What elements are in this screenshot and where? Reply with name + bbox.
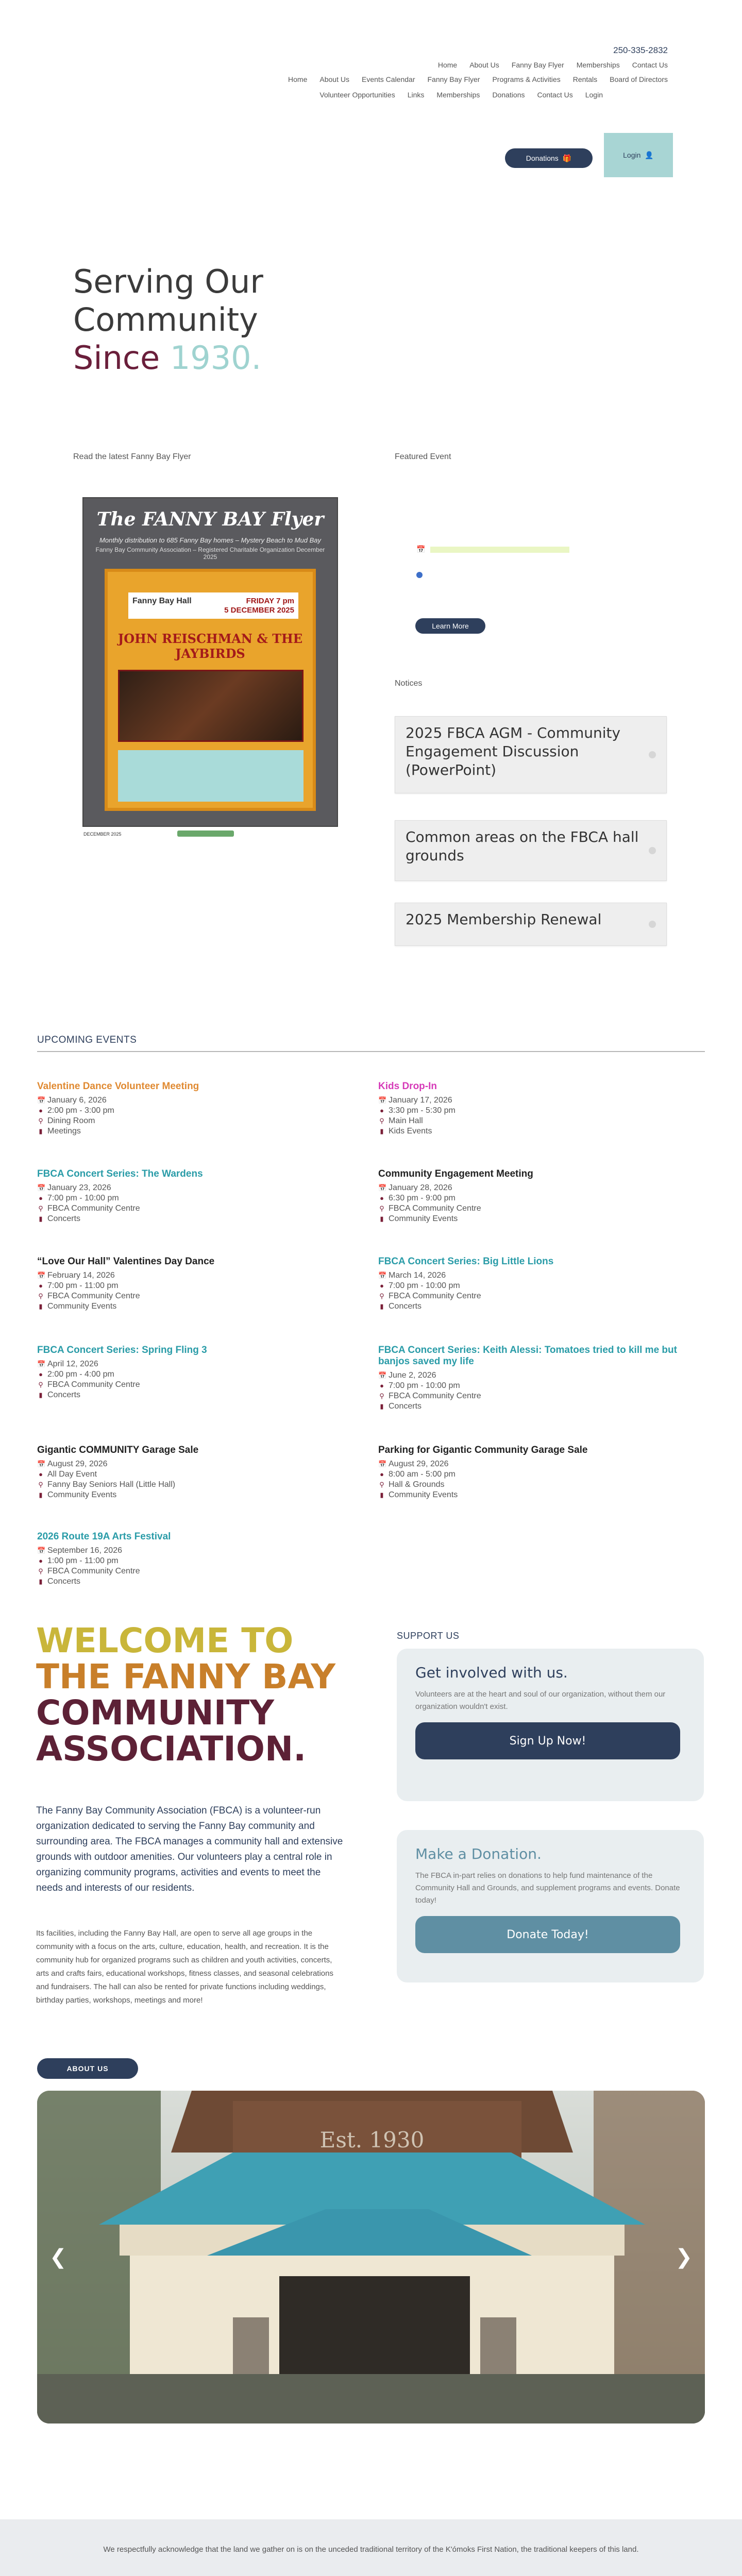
get-involved-text: Volunteers are at the heart and soul of our organization, without them our organization wouldn't exist. bbox=[415, 1690, 666, 1711]
welcome-line-2: THE FANNY BAY bbox=[36, 1657, 336, 1697]
calendar-icon: 📅 bbox=[416, 545, 426, 553]
event-item bbox=[378, 1081, 698, 1137]
donations-button[interactable] bbox=[505, 148, 593, 168]
event-location bbox=[37, 1480, 357, 1490]
clock-icon: ● bbox=[39, 1470, 43, 1478]
event-category bbox=[37, 1214, 357, 1224]
event-category bbox=[378, 1490, 698, 1500]
event-time bbox=[378, 1469, 698, 1480]
hero-year: 1930. bbox=[170, 339, 262, 377]
login-label: Login bbox=[623, 151, 641, 159]
nav-link-links[interactable]: Links bbox=[407, 91, 425, 99]
event-item bbox=[37, 1168, 357, 1224]
donate-today-button[interactable]: Donate Today! bbox=[415, 1916, 680, 1953]
event-time-text: All Day Event bbox=[47, 1470, 97, 1479]
event-time-text: 6:30 pm - 9:00 pm bbox=[389, 1194, 456, 1202]
notice-item[interactable] bbox=[395, 716, 667, 793]
event-time-text: 2:00 pm - 3:00 pm bbox=[47, 1106, 114, 1115]
nav-link-volunteer-opportunities[interactable]: Volunteer Opportunities bbox=[319, 91, 395, 99]
event-date bbox=[37, 1095, 357, 1106]
welcome-heading bbox=[36, 1623, 335, 1767]
flyer-day: FRIDAY 7 pm bbox=[246, 597, 294, 605]
event-location-text[interactable]: FBCA Community Centre bbox=[389, 1292, 481, 1300]
event-title[interactable]: Gigantic COMMUNITY Garage Sale bbox=[37, 1445, 199, 1455]
bookmark-icon: ▮ bbox=[39, 1578, 43, 1585]
event-location-text[interactable]: FBCA Community Centre bbox=[389, 1392, 481, 1400]
event-date-text: March 14, 2026 bbox=[389, 1271, 446, 1280]
bookmark-icon: ▮ bbox=[380, 1302, 384, 1310]
event-location bbox=[37, 1116, 357, 1126]
event-date-text: August 29, 2026 bbox=[389, 1460, 449, 1468]
flyer-subtitle: Monthly distribution to 685 Fanny Bay homes – Mystery Beach to Mud Bay bbox=[99, 536, 321, 544]
event-category bbox=[37, 1390, 357, 1400]
flyer-hall: Fanny Bay Hall bbox=[132, 597, 192, 605]
nav-link-rentals[interactable]: Rentals bbox=[572, 75, 598, 83]
event-category-text[interactable]: Concerts bbox=[47, 1577, 81, 1586]
event-date-text: September 16, 2026 bbox=[47, 1546, 122, 1555]
event-category-text[interactable]: Meetings bbox=[47, 1127, 81, 1136]
flyer-poster bbox=[105, 569, 316, 811]
event-category-text[interactable]: Community Events bbox=[389, 1490, 458, 1499]
event-location-text[interactable]: Dining Room bbox=[47, 1116, 95, 1125]
event-date bbox=[378, 1095, 698, 1106]
bookmark-icon: ▮ bbox=[380, 1491, 384, 1499]
event-title[interactable]: FBCA Concert Series: The Wardens bbox=[37, 1168, 203, 1179]
donations-label: Donations bbox=[526, 154, 559, 162]
clock-icon: ● bbox=[380, 1470, 384, 1478]
event-category bbox=[37, 1490, 357, 1500]
hero-since: Since bbox=[73, 339, 160, 377]
notice-dot bbox=[649, 847, 656, 854]
clock-icon: ● bbox=[39, 1282, 43, 1290]
welcome-line-3: COMMUNITY bbox=[36, 1693, 275, 1733]
event-location bbox=[378, 1391, 698, 1401]
event-item bbox=[378, 1345, 698, 1412]
flyer-subtitle-2: Fanny Bay Community Association – Registered Charitable Organization December 2025 bbox=[95, 546, 325, 561]
hero-line-2: Community bbox=[73, 301, 258, 338]
bookmark-icon: ▮ bbox=[380, 1215, 384, 1223]
event-time bbox=[378, 1381, 698, 1391]
clock-icon: ● bbox=[380, 1282, 384, 1290]
event-category-text[interactable]: Community Events bbox=[47, 1302, 117, 1311]
bookmark-icon: ▮ bbox=[39, 1215, 43, 1223]
flyer-download-link[interactable] bbox=[177, 831, 234, 837]
calendar-icon: 📅 bbox=[378, 1371, 387, 1379]
event-date-text: August 29, 2026 bbox=[47, 1460, 108, 1468]
event-item bbox=[37, 1445, 357, 1500]
notice-dot bbox=[649, 751, 656, 758]
nav-link-board-of-directors[interactable]: Board of Directors bbox=[610, 75, 668, 83]
clock-icon: ● bbox=[380, 1194, 384, 1202]
event-time-text: 7:00 pm - 10:00 pm bbox=[47, 1194, 119, 1202]
nav-link-events-calendar[interactable]: Events Calendar bbox=[361, 75, 415, 83]
nav-link-home[interactable]: Home bbox=[288, 75, 308, 83]
clock-icon bbox=[416, 572, 423, 578]
event-location-text[interactable]: Hall & Grounds bbox=[389, 1480, 445, 1489]
main-nav bbox=[288, 75, 668, 83]
support-us-label: SUPPORT US bbox=[397, 1631, 460, 1641]
bookmark-icon: ▮ bbox=[39, 1302, 43, 1310]
event-category bbox=[378, 1401, 698, 1412]
event-category-text[interactable]: Community Events bbox=[47, 1490, 117, 1499]
hall-photo bbox=[37, 2091, 705, 2424]
event-item bbox=[378, 1445, 698, 1500]
event-item bbox=[37, 1345, 357, 1400]
bookmark-icon: ▮ bbox=[380, 1402, 384, 1410]
login-button[interactable] bbox=[604, 133, 673, 177]
event-title[interactable]: “Love Our Hall” Valentines Day Dance bbox=[37, 1256, 215, 1267]
calendar-icon: 📅 bbox=[378, 1096, 387, 1104]
event-time-text: 1:00 pm - 11:00 pm bbox=[47, 1556, 119, 1565]
event-time bbox=[378, 1193, 698, 1204]
flyer-date: 5 DECEMBER 2025 bbox=[224, 606, 294, 615]
notice-dot bbox=[649, 921, 656, 928]
top-nav-link-contact-us[interactable]: Contact Us bbox=[632, 61, 668, 69]
calendar-icon: 📅 bbox=[378, 1460, 387, 1468]
flyer-label: Read the latest Fanny Bay Flyer bbox=[73, 452, 191, 461]
map-pin-icon: ⚲ bbox=[38, 1292, 43, 1300]
event-location-text[interactable]: Fanny Bay Seniors Hall (Little Hall) bbox=[47, 1480, 176, 1489]
nav-link-contact-us[interactable]: Contact Us bbox=[537, 91, 573, 99]
upcoming-events-title: UPCOMING EVENTS bbox=[37, 1035, 137, 1045]
bookmark-icon: ▮ bbox=[380, 1127, 384, 1135]
calendar-icon: 📅 bbox=[37, 1547, 46, 1554]
about-us-button[interactable]: ABOUT US bbox=[37, 2058, 138, 2079]
hall-photo-carousel[interactable] bbox=[37, 2091, 705, 2424]
calendar-icon: 📅 bbox=[37, 1460, 46, 1468]
event-location bbox=[37, 1566, 357, 1577]
event-location bbox=[378, 1291, 698, 1301]
top-nav-link-fanny-bay-flyer[interactable]: Fanny Bay Flyer bbox=[511, 61, 564, 69]
event-date-text: June 2, 2026 bbox=[389, 1371, 436, 1380]
event-time bbox=[378, 1281, 698, 1291]
event-title[interactable]: FBCA Concert Series: Spring Fling 3 bbox=[37, 1345, 207, 1355]
event-category bbox=[378, 1214, 698, 1224]
event-category bbox=[378, 1301, 698, 1312]
event-location bbox=[37, 1380, 357, 1390]
event-location bbox=[37, 1291, 357, 1301]
event-date-text: January 17, 2026 bbox=[389, 1096, 452, 1105]
about-paragraph-1: The Fanny Bay Community Association (FBCA) is a volunteer-run organization dedicated to serving the Fanny Bay community and surrounding area. The FBCA manages a community hall and extensive grounds with outdoor amenities. Our volunteers play a central role in organizing community programs, activities and events to meet the needs and interests of our residents. bbox=[36, 1805, 343, 1893]
welcome-line-1: WELCOME TO bbox=[36, 1621, 294, 1660]
event-date bbox=[37, 1359, 357, 1369]
nav-link-donations[interactable]: Donations bbox=[492, 91, 525, 99]
event-time-text: 7:00 pm - 11:00 pm bbox=[47, 1281, 119, 1290]
event-date bbox=[378, 1459, 698, 1469]
event-time-text: 7:00 pm - 10:00 pm bbox=[389, 1381, 460, 1390]
hero-line-1: Serving Our bbox=[73, 263, 263, 300]
calendar-icon: 📅 bbox=[378, 1272, 387, 1279]
donation-text: The FBCA in-part relies on donations to help fund maintenance of the Community Hall and Grounds, and supplement programs and events. Donate today! bbox=[415, 1871, 680, 1905]
clock-icon: ● bbox=[39, 1370, 43, 1378]
event-time bbox=[37, 1469, 357, 1480]
calendar-icon: 📅 bbox=[37, 1360, 46, 1368]
hero-line-3 bbox=[73, 339, 263, 377]
event-item bbox=[378, 1256, 698, 1312]
event-title[interactable]: 2026 Route 19A Arts Festival bbox=[37, 1531, 171, 1542]
event-title[interactable]: Kids Drop-In bbox=[378, 1081, 437, 1092]
event-time bbox=[37, 1106, 357, 1116]
clock-icon: ● bbox=[380, 1382, 384, 1389]
event-item bbox=[378, 1168, 698, 1224]
event-time-text: 2:00 pm - 4:00 pm bbox=[47, 1370, 114, 1379]
map-pin-icon: ⚲ bbox=[379, 1292, 384, 1300]
flyer-hall-box bbox=[128, 592, 298, 619]
nav-link-memberships[interactable]: Memberships bbox=[436, 91, 480, 99]
event-time bbox=[37, 1281, 357, 1291]
flyer-title: The FANNY BAY Flyer bbox=[96, 509, 324, 530]
event-location bbox=[378, 1116, 698, 1126]
donation-card bbox=[397, 1830, 704, 1982]
notice-item[interactable] bbox=[395, 903, 667, 946]
featured-event-title[interactable] bbox=[416, 545, 569, 554]
notice-title: 2025 Membership Renewal bbox=[406, 911, 602, 928]
event-item bbox=[37, 1256, 357, 1312]
event-category-text[interactable]: Community Events bbox=[389, 1214, 458, 1223]
event-date bbox=[378, 1270, 698, 1281]
map-pin-icon: ⚲ bbox=[379, 1117, 384, 1125]
map-pin-icon: ⚲ bbox=[38, 1481, 43, 1488]
event-location-text[interactable]: FBCA Community Centre bbox=[47, 1292, 140, 1300]
land-acknowledgement-text: We respectfully acknowledge that the land we gather on is on the unceded traditional territory of the K'ómoks First Nation, the traditional keepers of this land. bbox=[103, 2545, 639, 2554]
user-icon: 👤 bbox=[645, 150, 654, 159]
featured-label: Featured Event bbox=[395, 452, 451, 461]
nav-link-programs-activities[interactable]: Programs & Activities bbox=[492, 75, 561, 83]
bookmark-icon: ▮ bbox=[39, 1127, 43, 1135]
event-category-text[interactable]: Concerts bbox=[47, 1391, 81, 1399]
donation-title: Make a Donation. bbox=[415, 1845, 542, 1862]
top-nav-link-about-us[interactable]: About Us bbox=[469, 61, 499, 69]
nav-link-about-us[interactable]: About Us bbox=[319, 75, 349, 83]
notice-title: Common areas on the FBCA hall grounds bbox=[406, 828, 639, 864]
event-date-text: January 28, 2026 bbox=[389, 1183, 452, 1192]
event-category bbox=[37, 1301, 357, 1312]
event-title[interactable]: FBCA Concert Series: Big Little Lions bbox=[378, 1256, 554, 1267]
event-title[interactable]: FBCA Concert Series: Keith Alessi: Tomatoes tried to kill me but banjos saved my life bbox=[378, 1345, 677, 1367]
calendar-icon: 📅 bbox=[37, 1096, 46, 1104]
event-date-text: April 12, 2026 bbox=[47, 1360, 98, 1368]
flyer-band-photo bbox=[118, 670, 303, 742]
notices-label: Notices bbox=[395, 679, 423, 688]
clock-icon: ● bbox=[39, 1107, 43, 1114]
event-date-text: January 6, 2026 bbox=[47, 1096, 107, 1105]
event-time-text: 8:00 am - 5:00 pm bbox=[389, 1470, 456, 1479]
learn-more-button[interactable]: Learn More bbox=[415, 618, 485, 634]
map-pin-icon: ⚲ bbox=[379, 1205, 384, 1212]
event-category bbox=[37, 1126, 357, 1137]
map-pin-icon: ⚲ bbox=[379, 1481, 384, 1488]
welcome-line-4: ASSOCIATION. bbox=[36, 1729, 307, 1769]
event-location bbox=[37, 1204, 357, 1214]
about-paragraph-2: Its facilities, including the Fanny Bay Hall, are open to serve all age groups in the community with a focus on the arts, culture, education, health, and recreation. It is the community hub for organized programs such as children and youth activities, concerts, arts and crafts fairs, educational workshops, fitness classes, and seasonal celebrations and fundraisers. The hall can also be rented for private functions including weddings, birthday parties, workshops, meetings and more! bbox=[36, 1929, 333, 2005]
event-item bbox=[37, 1531, 357, 1587]
sign-up-button[interactable]: Sign Up Now! bbox=[415, 1722, 680, 1759]
event-date bbox=[37, 1459, 357, 1469]
top-nav bbox=[438, 61, 668, 69]
flyer-band: JOHN REISCHMAN & THE JAYBIRDS bbox=[117, 631, 303, 661]
hall-sign: Est. 1930 bbox=[319, 2127, 425, 2153]
event-title[interactable]: Valentine Dance Volunteer Meeting bbox=[37, 1081, 199, 1092]
event-time bbox=[37, 1556, 357, 1566]
clock-icon: ● bbox=[380, 1107, 384, 1114]
event-location-text[interactable]: FBCA Community Centre bbox=[47, 1380, 140, 1389]
get-involved-card bbox=[397, 1649, 704, 1801]
nav-link-login[interactable]: Login bbox=[585, 91, 603, 99]
map-pin-icon: ⚲ bbox=[38, 1567, 43, 1575]
event-category-text[interactable]: Concerts bbox=[389, 1402, 422, 1411]
event-category-text[interactable]: Concerts bbox=[47, 1214, 81, 1223]
event-time-text: 7:00 pm - 10:00 pm bbox=[389, 1281, 460, 1290]
map-pin-icon: ⚲ bbox=[379, 1392, 384, 1400]
chevron-left-icon[interactable]: ❮ bbox=[49, 2246, 67, 2268]
event-category bbox=[37, 1577, 357, 1587]
land-acknowledgement bbox=[0, 2519, 742, 2576]
event-time bbox=[378, 1106, 698, 1116]
event-location-text[interactable]: Main Hall bbox=[389, 1116, 423, 1125]
event-category-text[interactable]: Kids Events bbox=[389, 1127, 432, 1136]
event-time bbox=[37, 1369, 357, 1380]
event-title[interactable]: Parking for Gigantic Community Garage Sale bbox=[378, 1445, 588, 1455]
hero-heading bbox=[73, 263, 263, 377]
event-category-text[interactable]: Concerts bbox=[389, 1302, 422, 1311]
event-time bbox=[37, 1193, 357, 1204]
map-pin-icon: ⚲ bbox=[38, 1381, 43, 1388]
chevron-right-icon[interactable]: ❯ bbox=[675, 2246, 693, 2268]
map-pin-icon: ⚲ bbox=[38, 1205, 43, 1212]
event-category bbox=[378, 1126, 698, 1137]
flyer-info-panel bbox=[118, 750, 303, 802]
top-nav-link-memberships[interactable]: Memberships bbox=[576, 61, 620, 69]
event-title[interactable]: Community Engagement Meeting bbox=[378, 1168, 533, 1179]
main-nav-secondary bbox=[319, 91, 603, 99]
calendar-icon: 📅 bbox=[37, 1272, 46, 1279]
nav-link-fanny-bay-flyer[interactable]: Fanny Bay Flyer bbox=[427, 75, 480, 83]
notice-title: 2025 FBCA AGM - Community Engagement Discussion (PowerPoint) bbox=[406, 724, 621, 778]
event-date bbox=[37, 1546, 357, 1556]
event-date bbox=[37, 1270, 357, 1281]
header-phone[interactable]: 250-335-2832 bbox=[613, 45, 668, 55]
flyer-caption: DECEMBER 2025 bbox=[83, 832, 122, 837]
event-time-text: 3:30 pm - 5:30 pm bbox=[389, 1106, 456, 1115]
calendar-icon: 📅 bbox=[37, 1184, 46, 1192]
event-date-text: February 14, 2026 bbox=[47, 1271, 115, 1280]
clock-icon: ● bbox=[39, 1194, 43, 1202]
calendar-icon: 📅 bbox=[378, 1184, 387, 1192]
divider bbox=[37, 1051, 705, 1052]
event-location-text[interactable]: FBCA Community Centre bbox=[47, 1204, 140, 1213]
get-involved-title: Get involved with us. bbox=[415, 1664, 568, 1681]
map-pin-icon: ⚲ bbox=[38, 1117, 43, 1125]
event-location-text[interactable]: FBCA Community Centre bbox=[47, 1567, 140, 1575]
clock-icon: ● bbox=[39, 1557, 43, 1565]
event-date-text: January 23, 2026 bbox=[47, 1183, 111, 1192]
flyer-image[interactable] bbox=[82, 497, 338, 827]
event-location-text[interactable]: FBCA Community Centre bbox=[389, 1204, 481, 1213]
gift-icon: 🎁 bbox=[562, 154, 572, 162]
event-item bbox=[37, 1081, 357, 1137]
event-date bbox=[378, 1183, 698, 1193]
bookmark-icon: ▮ bbox=[39, 1391, 43, 1399]
event-date bbox=[378, 1370, 698, 1381]
event-location bbox=[378, 1204, 698, 1214]
event-date bbox=[37, 1183, 357, 1193]
event-location bbox=[378, 1480, 698, 1490]
bookmark-icon: ▮ bbox=[39, 1491, 43, 1499]
top-nav-link-home[interactable]: Home bbox=[437, 61, 458, 69]
notice-item[interactable] bbox=[395, 820, 667, 881]
